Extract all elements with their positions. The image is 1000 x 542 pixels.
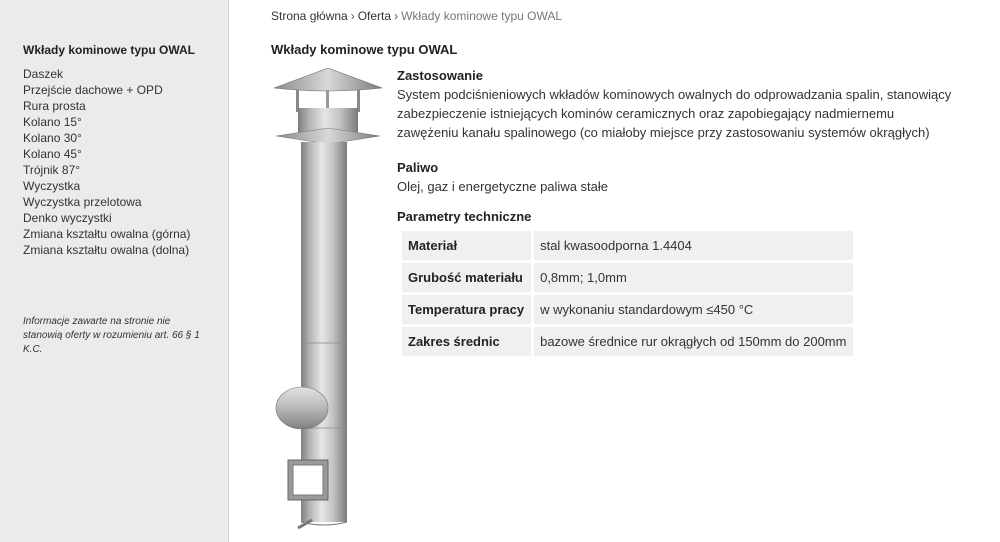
param-value: w wykonaniu standardowym ≤450 °C [534, 295, 853, 324]
breadcrumb-separator: › [350, 9, 355, 23]
param-key: Grubość materiału [402, 263, 531, 292]
breadcrumb-current: Wkłady kominowe typu OWAL [401, 9, 563, 23]
sidebar-item-rura-prosta[interactable]: Rura prosta [23, 99, 86, 113]
table-row [402, 263, 853, 292]
main-content [397, 67, 957, 359]
sidebar-item-kolano-45[interactable]: Kolano 45° [23, 147, 82, 161]
sidebar-item-denko-wyczystki[interactable]: Denko wyczystki [23, 211, 112, 225]
sidebar-item-przejscie-dachowe[interactable]: Przejście dachowe + OPD [23, 83, 163, 97]
sidebar-item-kolano-30[interactable]: Kolano 30° [23, 131, 82, 145]
params-heading: Parametry techniczne [397, 209, 532, 224]
param-key: Zakres średnic [402, 327, 531, 356]
sidebar-item-kolano-15[interactable]: Kolano 15° [23, 115, 82, 129]
sidebar-item-zmiana-ksztaltu-gorna[interactable]: Zmiana kształtu owalna (górna) [23, 227, 191, 241]
disclaimer: Informacje zawarte na stronie nie stanowią oferty w rozumieniu art. 66 § 1 K.C. [23, 316, 200, 355]
application-text: System podciśnieniowych wkładów kominowych owalnych do odprowadzania spalin, stanowiący zabezpieczenie istniejących kominów ceramicznych oraz zapobiegający nadmiernemu zawężeniu kanału spalinowego (co miałoby miejsce przy zastosowaniu systemów okrągłych) [397, 87, 952, 140]
table-row [402, 231, 853, 260]
sidebar-menu [23, 66, 190, 258]
sidebar-item-wyczystka[interactable]: Wyczystka [23, 179, 81, 193]
param-value: 0,8mm; 1,0mm [534, 263, 853, 292]
sidebar-item-wyczystka-przelotowa[interactable]: Wyczystka przelotowa [23, 195, 142, 209]
param-key: Materiał [402, 231, 531, 260]
application-heading: Zastosowanie [397, 68, 483, 83]
sidebar-item-daszek[interactable]: Daszek [23, 67, 64, 81]
table-row [402, 295, 853, 324]
breadcrumb-offer-link[interactable]: Oferta [357, 9, 392, 23]
chimney-liner-icon [268, 68, 388, 536]
breadcrumb [271, 9, 562, 23]
table-row [402, 327, 853, 356]
params-table [399, 228, 856, 359]
page-title: Wkłady kominowe typu OWAL [271, 42, 458, 57]
sidebar-item-zmiana-ksztaltu-dolna[interactable]: Zmiana kształtu owalna (dolna) [23, 243, 190, 257]
fuel-heading: Paliwo [397, 160, 439, 175]
sidebar-title: Wkłady kominowe typu OWAL [23, 43, 196, 57]
sidebar [0, 0, 229, 542]
fuel-text: Olej, gaz i energetyczne paliwa stałe [397, 179, 609, 194]
param-value: bazowe średnice rur okrągłych od 150mm do 200mm [534, 327, 853, 356]
breadcrumb-home-link[interactable]: Strona główna [271, 9, 348, 23]
sidebar-item-trojnik-87[interactable]: Trójnik 87° [23, 163, 81, 177]
param-key: Temperatura pracy [402, 295, 531, 324]
breadcrumb-separator: › [394, 9, 399, 23]
param-value: stal kwasoodporna 1.4404 [534, 231, 853, 260]
